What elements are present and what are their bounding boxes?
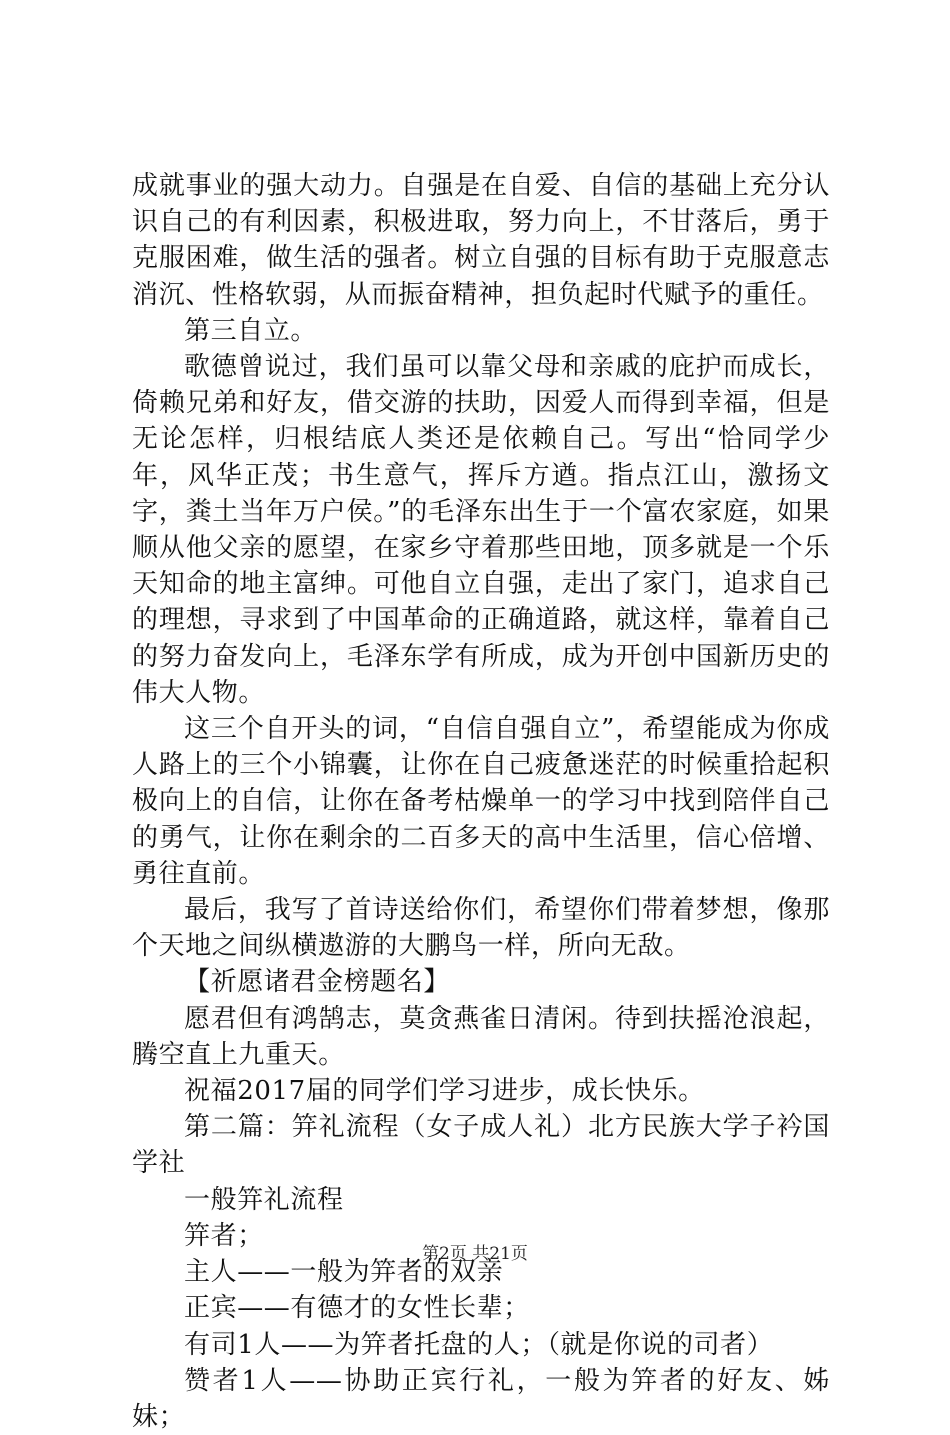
list-item: 一般笄礼流程 <box>184 1184 344 1215</box>
paragraph: 祝福2017届的同学们学习进步，成长快乐。 <box>184 1076 705 1107</box>
list-item: 赞者1人——协助正宾行礼，一般为笄者的好友、姊妹； <box>132 1365 830 1432</box>
list-item: 正宾——有德才的女性长辈； <box>184 1293 530 1324</box>
section-title: 第二篇：笄礼流程（女子成人礼）北方民族大学子衿国学社 <box>132 1112 830 1179</box>
list-item: 主人——一般为笄者的双亲 <box>184 1257 504 1288</box>
paragraph: 歌德曾说过，我们虽可以靠父母和亲戚的庇护而成长，倚赖兄弟和好友，借交游的扶助，因爱人而得到幸福，但是无论怎样，归根结底人类还是依赖自己。写出“恰同学少年，风华正茂；书生意气，挥斥方遒。指点江山，激扬文字，粪土当年万户侯。”的毛泽东出生于一个富农家庭，如果顺从他父亲的愿望，在家乡守着那些田地，顶多就是一个乐天知命的地主富绅。可他自立自强，走出了家门，追求自己的理想，寻求到了中国革命的正确道路，就这样，靠着自己的努力奋发向上，毛泽东学有所成，成为开创中国新历史的伟大人物。 <box>132 352 830 708</box>
paragraph: 这三个自开头的词，“自信自强自立”，希望能成为你成人路上的三个小锦囊，让你在自己疲惫迷茫的时候重拾起积极向上的自信，让你在备考枯燥单一的学习中找到陪伴自己的勇气，让你在剩余的二百多天的高中生活里，信心倍增、勇往直前。 <box>132 714 830 889</box>
list-item: 有司1人——为笄者托盘的人；（就是你说的司者） <box>184 1329 774 1360</box>
paragraph: 成就事业的强大动力。自强是在自爱、自信的基础上充分认识自己的有利因素，积极进取，努力向上，不甘落后，勇于克服困难，做生活的强者。树立自强的目标有助于克服意志消沉、性格软弱，从而振奋精神，担负起时代赋予的重任。 <box>132 171 830 310</box>
poem-paragraph: 愿君但有鸿鹄志，莫贪燕雀日清闲。待到扶摇沧浪起，腾空直上九重天。 <box>132 1003 830 1070</box>
paragraph-heading: 【祈愿诸君金榜题名】 <box>184 967 451 998</box>
page-number-footer: 第2页 共21页 <box>422 1244 528 1264</box>
list-item: 笄者； <box>184 1220 264 1251</box>
paragraph: 第三自立。 <box>184 315 318 346</box>
paragraph: 最后，我写了首诗送给你们，希望你们带着梦想，像那个天地之间纵横遨游的大鹏鸟一样，所向无敌。 <box>132 895 830 962</box>
